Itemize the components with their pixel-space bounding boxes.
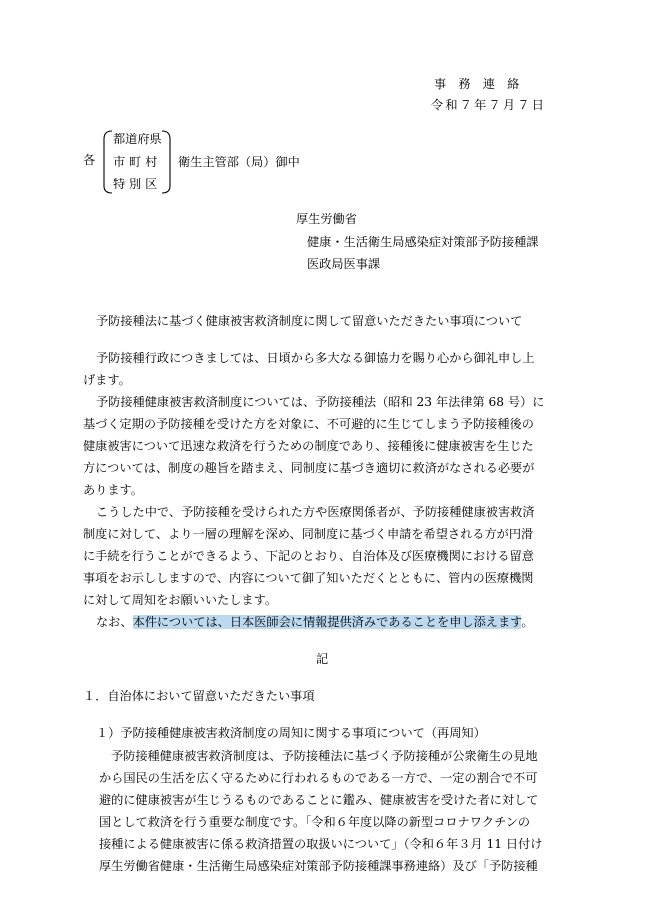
doc-type: 事 務 連 絡	[434, 77, 520, 91]
subsection-line: から国民の生活を広く守るために行われるものである一方で、一定の割合で不可	[99, 771, 538, 785]
document-title: 予防接種法に基づく健康被害救済制度に関して留意いただきたい事項について	[96, 314, 523, 328]
recipient-org-ward: 特 別 区	[113, 177, 158, 191]
paragraph-line: こうした中で、予防接種を受けられた方や医療関係者が、予防接種健康被害救済	[96, 505, 535, 519]
paragraph-line: 方については、制度の趣旨を踏まえ、同制度に基づき適切に救済がなされる必要が	[83, 461, 535, 475]
recipient-org-municipality: 市 町 村	[113, 155, 158, 169]
subsection-line: 厚生労働省健康・生活衛生局感染症対策部予防接種課事務連絡）及び「予防接種	[99, 859, 538, 873]
paragraph-line: 事項をお示ししますので、内容について御了知いただくとともに、管内の医療機関	[83, 571, 534, 585]
ki-marker: 記	[316, 652, 329, 666]
subsection-line: 避的に健康被害が生じうるものであることに鑑み、健康被害を受けた者に対して	[99, 793, 539, 807]
subsection-line: 国として救済を行う重要な制度です。「令和６年度以降の新型コロナワクチンの	[99, 815, 531, 829]
highlighted-text: 本件については、日本医師会に情報提供済みであることを申し添えます	[132, 615, 522, 629]
subsection-heading: １）予防接種健康被害救済制度の周知に関する事項について（再周知）	[96, 726, 486, 740]
doc-date: 令和７年７月７日	[431, 98, 547, 112]
note-suffix: 。	[521, 615, 534, 629]
section-heading: １．自治体において留意いただきたい事項	[83, 689, 315, 703]
sender-bureau-2: 医政局医事課	[307, 257, 381, 271]
sender-ministry: 厚生労働省	[296, 212, 357, 226]
subsection-line: 予防接種健康被害救済制度は、予防接種法に基づく予防接種が公衆衛生の見地	[111, 749, 538, 763]
paragraph-line: に対して周知をお願いいたします。	[83, 593, 278, 607]
left-bracket	[100, 130, 114, 194]
paragraph-line: 健康被害について迅速な救済を行うための制度であり、接種後に健康被害を生じた	[83, 439, 534, 453]
paragraph-line: げます。	[83, 373, 131, 387]
paragraph-line: 制度に対して、より一層の理解を深め、同制度に基づく申請を希望される方が円滑	[83, 527, 534, 541]
recipient-prefix: 各	[83, 153, 96, 167]
recipient-org-prefecture: 都道府県	[113, 132, 162, 146]
paragraph-line: に手続を行うことができるよう、下記のとおり、自治体及び医療機関における留意	[83, 549, 534, 563]
paragraph-line: 予防接種健康被害救済制度については、予防接種法（昭和 23 年法律第 68 号）に	[96, 395, 545, 409]
paragraph-line: 基づく定期の予防接種を受けた方を対象に、不可避的に生じてしまう予防接種後の	[83, 417, 534, 431]
paragraph-line: あります。	[83, 483, 143, 497]
recipient-dept: 衛生主管部（局）御中	[178, 155, 300, 169]
right-bracket	[160, 130, 174, 194]
sender-bureau-1: 健康・生活衛生局感染症対策部予防接種課	[307, 235, 539, 249]
subsection-line: 接種による健康被害に係る救済措置の取扱いについて」（令和６年３月 11 日付け	[99, 837, 543, 851]
paragraph-line: 予防接種行政につきましては、日頃から多大なる御協力を賜り心から御礼申し上	[96, 351, 535, 365]
paragraph-note	[96, 616, 534, 628]
note-prefix: なお、	[96, 615, 133, 629]
